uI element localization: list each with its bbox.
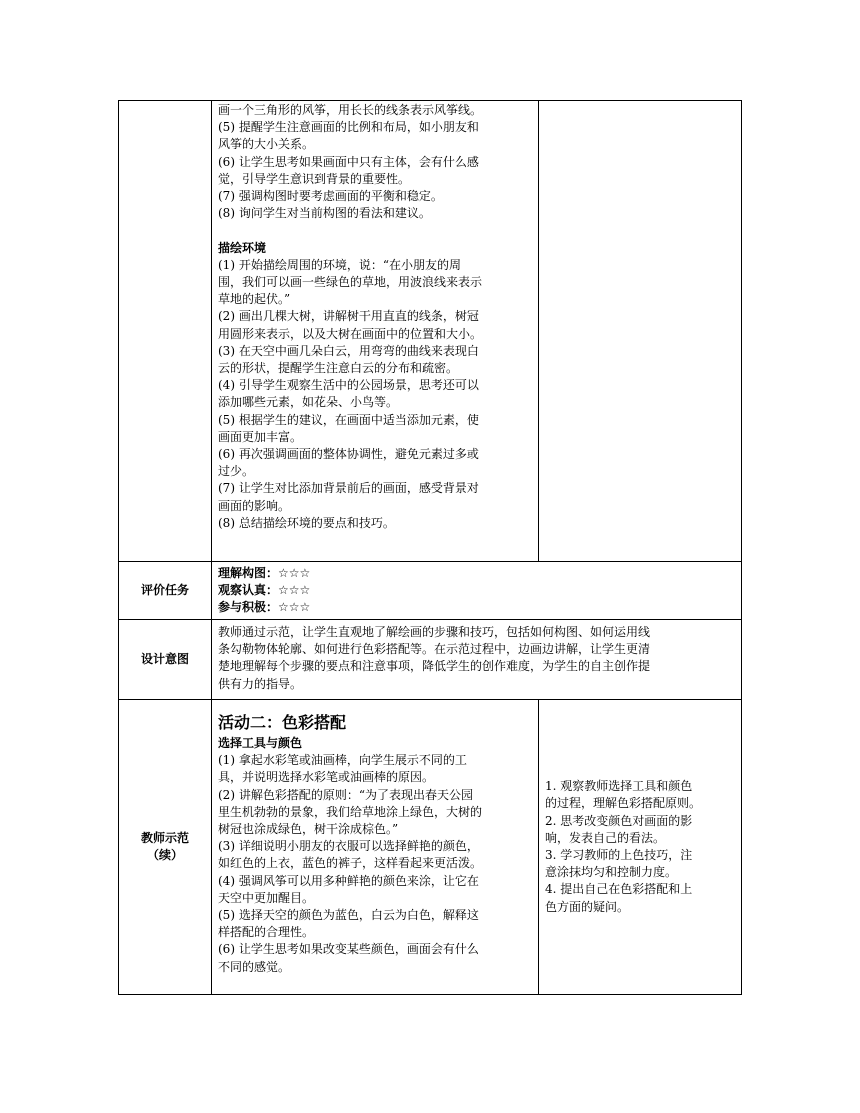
text-line: (5) 根据学生的建议，在画面中适当添加元素，使 bbox=[218, 412, 479, 427]
row-label-teacher-demo bbox=[119, 700, 212, 994]
text-line: (2) 讲解色彩搭配的原则：“为了表现出春天公园 bbox=[218, 787, 473, 802]
text-line: (8) 总结描绘环境的要点和技巧。 bbox=[218, 515, 395, 530]
row-label-empty bbox=[119, 101, 212, 561]
text-line: 画一个三角形的风筝，用长长的线条表示风筝线。 bbox=[218, 103, 483, 117]
text-line: (1) 开始描绘周围的环境，说：“在小朋友的周 bbox=[218, 257, 461, 272]
text-line: (2) 画出几棵大树，讲解树干用直直的线条，树冠 bbox=[218, 309, 479, 324]
star-rating: ☆☆☆ bbox=[278, 566, 311, 580]
text-line: (3) 详细说明小朋友的衣服可以选择鲜艳的颜色， bbox=[218, 839, 479, 854]
text-line: (5) 提醒学生注意画面的比例和布局，如小朋友和 bbox=[218, 120, 479, 135]
text-line: 用圆形来表示，以及大树在画面中的位置和大小。 bbox=[218, 326, 483, 341]
star-rating: ☆☆☆ bbox=[278, 600, 311, 615]
text-line: 4. 提出自己在色彩搭配和上 bbox=[545, 882, 693, 897]
row-label-line: 教师示范 bbox=[140, 831, 189, 845]
text-line: (6) 让学生思考如果画面中只有主体，会有什么感 bbox=[218, 154, 479, 169]
text-line: (1) 拿起水彩笔或油画棒，向学生展示不同的工 bbox=[218, 753, 467, 768]
text-line: 具，并说明选择水彩笔或油画棒的原因。 bbox=[218, 770, 435, 785]
star-rating: ☆☆☆ bbox=[278, 583, 311, 598]
student-activity-cell bbox=[539, 700, 741, 994]
text-line: (8) 询问学生对当前构图的看法和建议。 bbox=[218, 206, 431, 221]
evaluation-item-name: 参与积极： bbox=[218, 600, 279, 615]
text-line: 围，我们可以画一些绿色的草地，用波浪线来表示 bbox=[218, 275, 483, 290]
activity-title: 活动二：色彩搭配 bbox=[218, 713, 347, 732]
text-line: 教师通过示范，让学生直观地了解绘画的步骤和技巧，包括如何构图、如何运用线 bbox=[218, 625, 651, 639]
text-line: 树冠也涂成绿色，树干涂成棕色。” bbox=[218, 822, 399, 837]
evaluation-item-name: 理解构图： bbox=[218, 566, 279, 580]
text-line: 意涂抹均匀和控制力度。 bbox=[545, 865, 678, 880]
text-line: 风筝的大小关系。 bbox=[218, 137, 315, 152]
text-line: 楚地理解每个步骤的要点和注意事项，降低学生的创作难度，为学生的自主创作提 bbox=[218, 659, 651, 674]
row-label-evaluation: 评价任务 bbox=[119, 562, 212, 619]
text-line: (3) 在天空中画几朵白云，用弯弯的曲线来表现白 bbox=[218, 343, 479, 358]
evaluation-item bbox=[218, 565, 737, 582]
table-row-teacher-demo bbox=[118, 700, 742, 995]
table-row-composition-continued bbox=[118, 100, 742, 562]
text-line: 里生机勃勃的景象，我们给草地涂上绿色，大树的 bbox=[218, 804, 483, 819]
text-line: 觉，引导学生意识到背景的重要性。 bbox=[218, 171, 411, 186]
row-label-design: 设计意图 bbox=[119, 620, 212, 699]
evaluation-cell bbox=[212, 562, 741, 619]
student-activity-cell-empty bbox=[539, 101, 741, 561]
table-row-evaluation bbox=[118, 562, 742, 620]
text-line: 云的形状，提醒学生注意白云的分布和疏密。 bbox=[218, 361, 459, 376]
text-line: (7) 让学生对比添加背景前后的画面，感受背景对 bbox=[218, 481, 479, 496]
text-line: 画面更加丰富。 bbox=[218, 429, 303, 444]
section-title-tools-colors: 选择工具与颜色 bbox=[218, 736, 303, 750]
evaluation-item bbox=[218, 599, 737, 616]
teacher-activity-cell bbox=[212, 101, 539, 561]
design-intent-cell bbox=[212, 620, 741, 699]
text-line: 草地的起伏。” bbox=[218, 292, 291, 307]
text-line: (4) 引导学生观察生活中的公园场景，思考还可以 bbox=[218, 378, 479, 393]
evaluation-item-name: 观察认真： bbox=[218, 583, 279, 598]
text-line: 3. 学习教师的上色技巧，注 bbox=[545, 848, 693, 862]
text-line: 不同的感觉。 bbox=[218, 959, 291, 974]
text-line: 添加哪些元素，如花朵、小鸟等。 bbox=[218, 395, 399, 410]
text-line: 响，发表自己的看法。 bbox=[545, 830, 666, 845]
text-line: (5) 选择天空的颜色为蓝色，白云为白色，解释这 bbox=[218, 908, 479, 923]
text-line: 色方面的疑问。 bbox=[545, 899, 630, 914]
text-line: 样搭配的合理性。 bbox=[218, 925, 315, 940]
text-line: (6) 再次强调画面的整体协调性，避免元素过多或 bbox=[218, 447, 479, 462]
text-line: 画面的影响。 bbox=[218, 498, 291, 513]
text-line: (7) 强调构图时要考虑画面的平衡和稳定。 bbox=[218, 189, 443, 204]
text-line: 1. 观察教师选择工具和颜色 bbox=[545, 779, 693, 794]
text-line: 如红色的上衣，蓝色的裤子，这样看起来更活泼。 bbox=[218, 856, 483, 871]
text-line: 条勾勒物体轮廓、如何进行色彩搭配等。在示范过程中，边画边讲解，让学生更清 bbox=[218, 642, 651, 657]
text-line: 天空中更加醒目。 bbox=[218, 890, 315, 905]
text-line: 供有力的指导。 bbox=[218, 676, 303, 691]
text-line: 的过程，理解色彩搭配原则。 bbox=[545, 796, 702, 811]
text-line: (4) 强调风筝可以用多种鲜艳的颜色来涂，让它在 bbox=[218, 873, 479, 888]
evaluation-item bbox=[218, 582, 737, 599]
teacher-demo-cell bbox=[212, 700, 539, 994]
table-row-design-intent bbox=[118, 620, 742, 700]
text-line: 过少。 bbox=[218, 464, 255, 479]
row-label-line: （续） bbox=[146, 848, 183, 862]
text-line: 2. 思考改变颜色对画面的影 bbox=[545, 813, 693, 828]
text-line: (6) 让学生思考如果改变某些颜色，画面会有什么 bbox=[218, 942, 479, 957]
section-title-environment: 描绘环境 bbox=[218, 240, 267, 255]
